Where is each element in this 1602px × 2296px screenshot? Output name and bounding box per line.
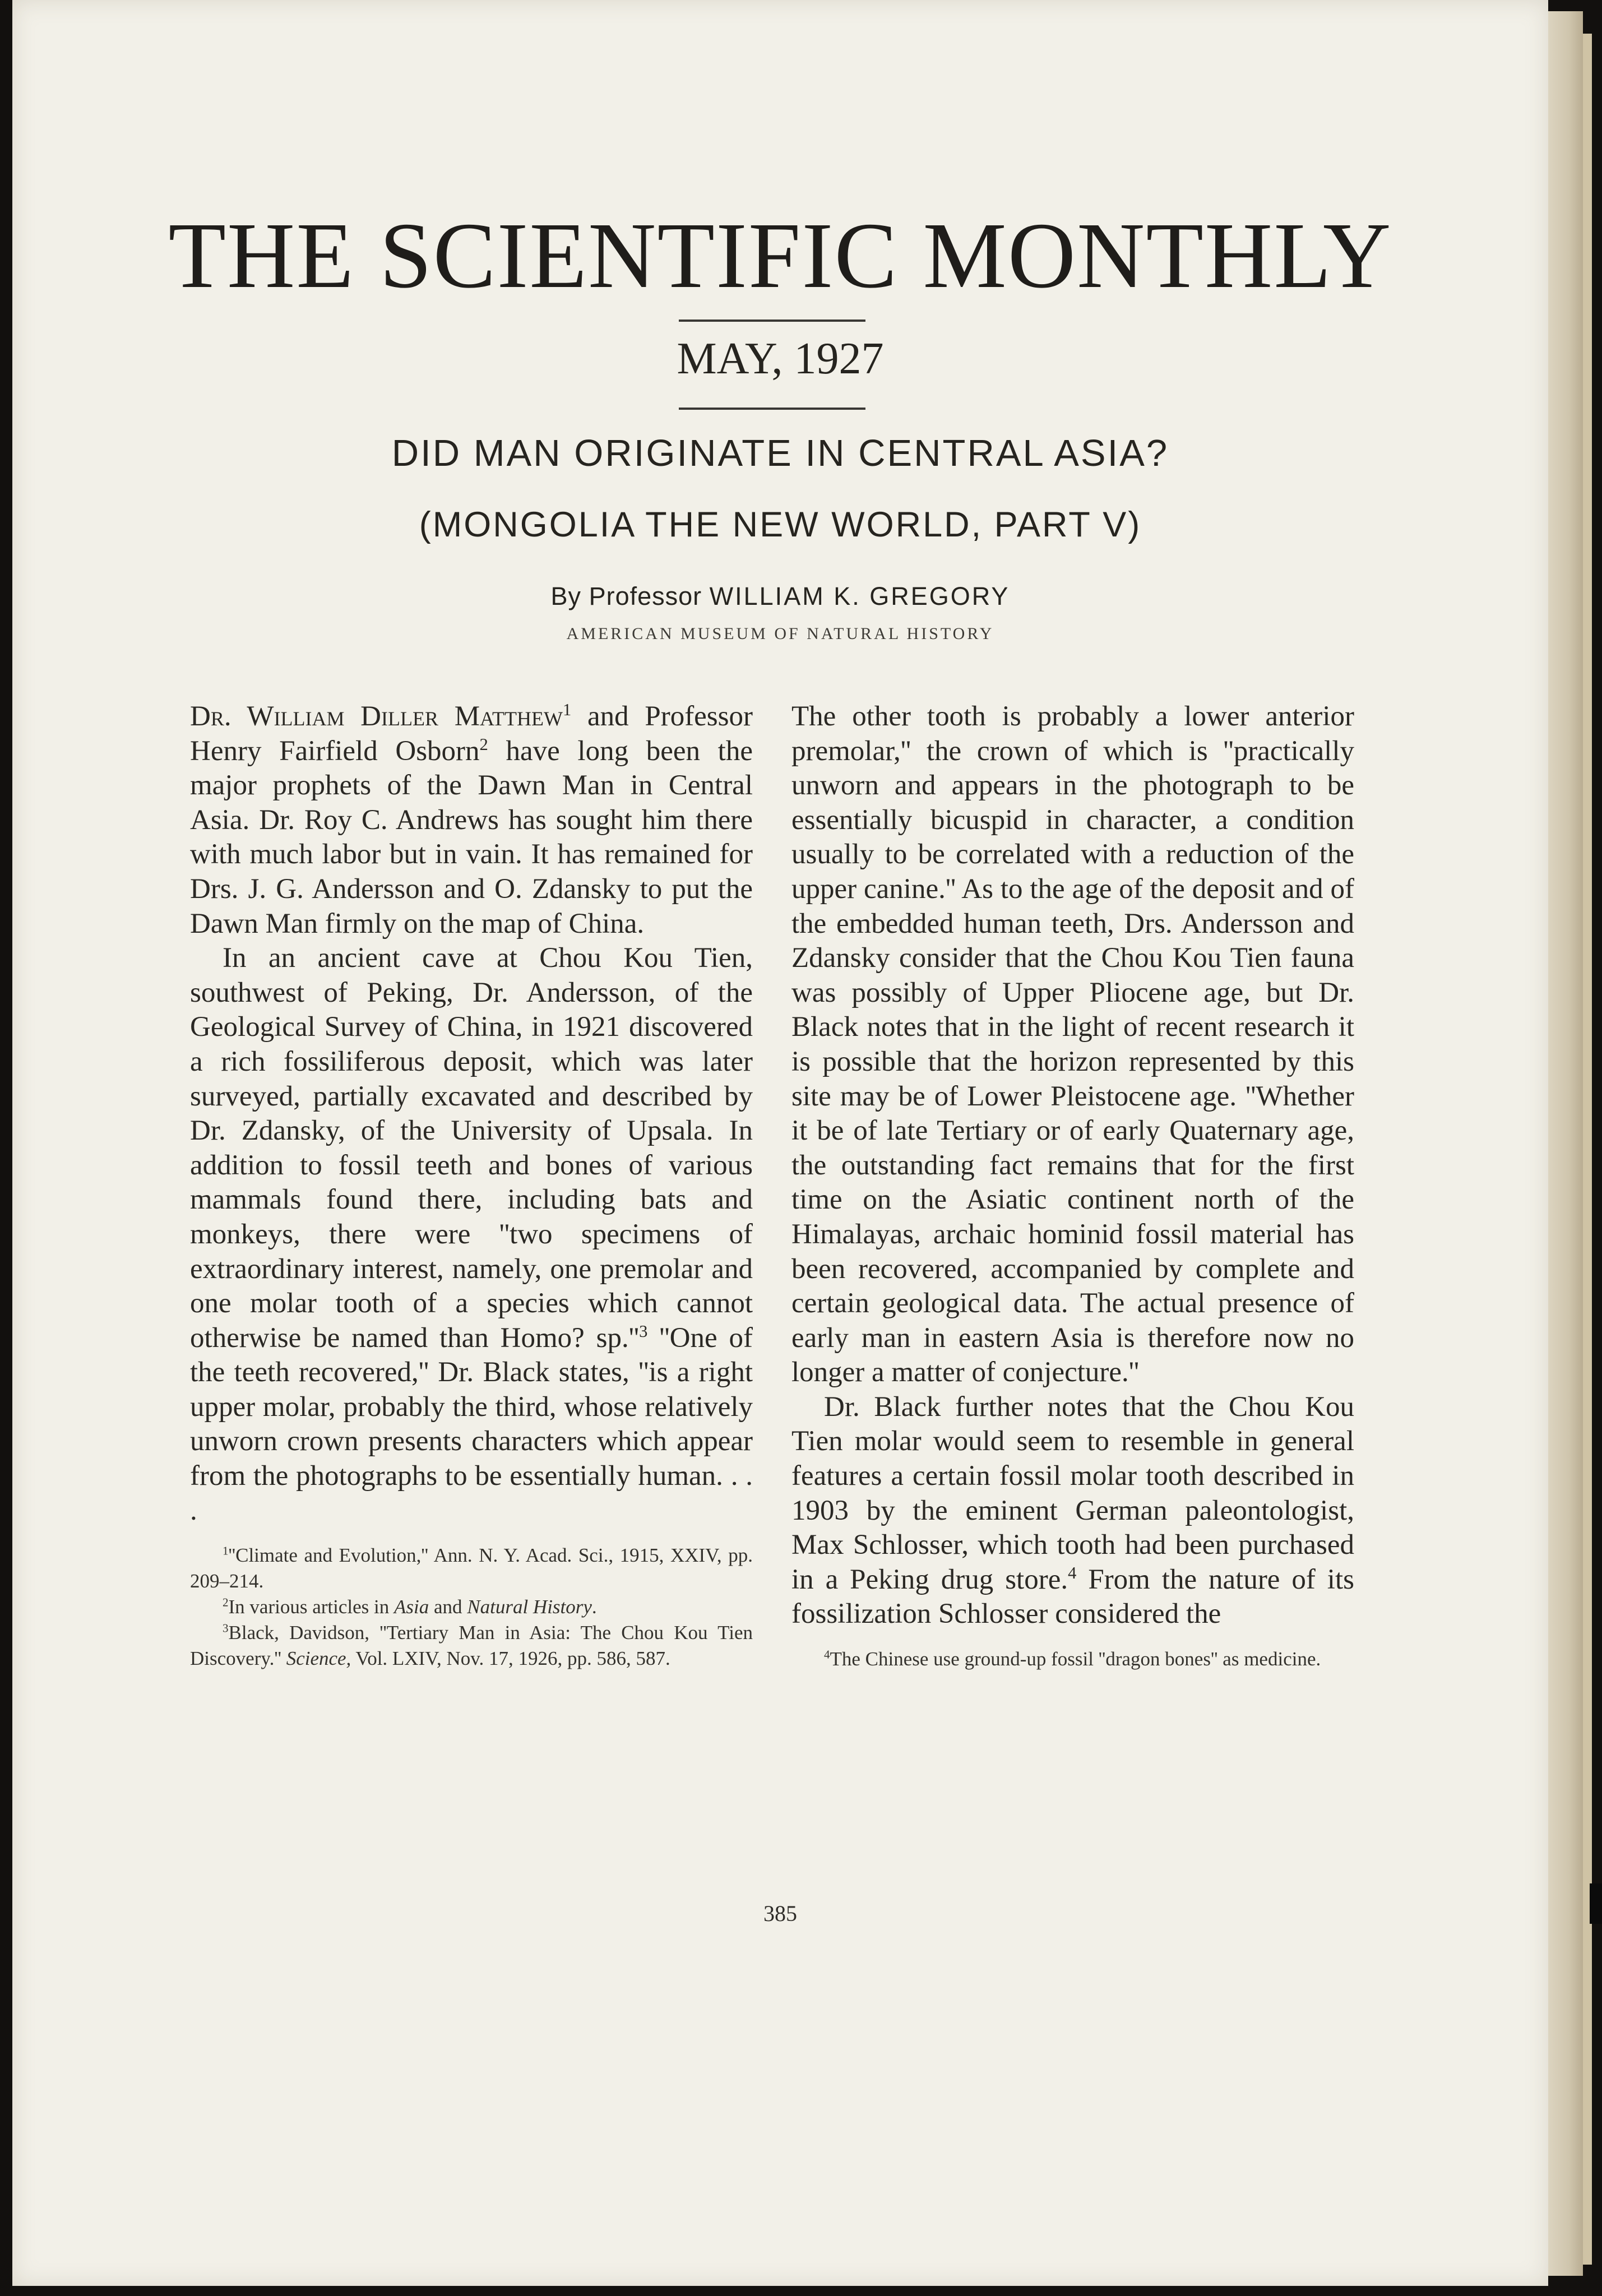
article-subtitle: (MONGOLIA THE NEW WORLD, PART V) <box>419 505 1142 544</box>
title-rule-bottom <box>679 408 865 410</box>
journal-page <box>12 0 1548 2286</box>
right-column-body <box>791 700 1354 1632</box>
binding-tab <box>1590 1883 1602 1924</box>
paragraph-text: Dr. Black further notes that the Chou Kou Tien molar would seem to resemble in general features a certain fossil molar tooth described in 1903 by the eminent German paleontologist, Max Schlosser, which tooth had been purchased in a Peking drug store. <box>791 1391 1354 1595</box>
footnote-number: 4 <box>824 1647 830 1661</box>
paragraph-text: have long been the major prophets of the Dawn Man in Central Asia. Dr. Roy C. Andrews has sought him there with much labor but in vain. It has remained for Drs. J. G. Andersson and O. Zdansky to put the Dawn Man firmly on the map of China. <box>190 735 753 939</box>
footnote <box>190 1594 753 1620</box>
footnote-text: . <box>591 1596 597 1618</box>
footnote-ref: 3 <box>639 1321 648 1341</box>
footnote <box>190 1620 753 1672</box>
right-column <box>791 700 1354 1672</box>
article-title: DID MAN ORIGINATE IN CENTRAL ASIA? <box>391 432 1169 474</box>
page-stack-edge <box>1583 34 1592 2265</box>
footnote-ref: 1 <box>563 700 572 719</box>
left-column <box>190 700 753 1672</box>
footnote-text: Vol. LXIV, Nov. 17, 1926, pp. 586, 587. <box>351 1647 670 1670</box>
paragraph-text: and Professor Henry Fairfield Osborn <box>190 701 753 767</box>
footnote <box>791 1646 1354 1672</box>
footnote-text: and <box>429 1596 467 1618</box>
footnote-number: 1 <box>223 1544 229 1558</box>
paragraph-text: From the nature of its fossilization Schlosser considered the <box>791 1563 1354 1630</box>
byline <box>12 582 1548 611</box>
paragraph <box>190 700 753 941</box>
footnote-text: The Chinese use ground-up fossil ''dragon bones'' as medicine. <box>830 1648 1321 1670</box>
paragraph-text: In an ancient cave at Chou Kou Tien, southwest of Peking, Dr. Andersson, of the Geological Survey of China, in 1921 discovered a rich fossiliferous deposit, which was later surveyed, partially excavated and described by Dr. Zdansky, of the University of Upsala. In addition to fossil teeth and bones of various mammals found there, including bats and monkeys, there were ''two specimens of extraordinary interest, namely, one premolar and one molar tooth of a species which cannot otherwise be named than Homo? sp.'' <box>190 942 753 1354</box>
author-name: WILLIAM K. GREGORY <box>709 582 1010 610</box>
paragraph <box>190 941 753 1528</box>
footnote-ref: 4 <box>1068 1563 1077 1582</box>
paragraph-text: ''One of the teeth recovered,'' Dr. Black states, ''is a right upper molar, probably the third, whose relatively unworn crown presents characters which appear from the photographs to be essentially human. . . . <box>190 1322 753 1526</box>
footnotes <box>190 1543 753 1672</box>
footnote-text: Black, Davidson, ''Tertiary Man in Asia: The Chou Kou Tien Discovery.'' <box>190 1622 753 1670</box>
italic-title: Science, <box>286 1647 351 1670</box>
footnote-number: 3 <box>223 1621 229 1635</box>
author-affiliation: AMERICAN MUSEUM OF NATURAL HISTORY <box>566 624 994 643</box>
title-rule-top <box>679 320 865 322</box>
footnote-text: In various articles in <box>228 1596 394 1618</box>
left-column-body <box>190 700 753 1528</box>
italic-title: Asia <box>393 1596 429 1618</box>
paragraph <box>791 1390 1354 1632</box>
issue-date: MAY, 1927 <box>677 334 884 383</box>
paragraph: The other tooth is probably a lower anterior premolar,'' the crown of which is ''practically unworn and appears in the photograph to be essentially bicuspid in character, a condition usually to be correlated with a reduction of the upper canine.'' As to the age of the deposit and of the embedded human teeth, Drs. Andersson and Zdansky consider that the Chou Kou Tien fauna was possibly of Upper Pliocene age, but Dr. Black notes that in the light of recent research it is possible that the horizon represented by this site may be of Lower Pleistocene age. ''Whether it be of late Tertiary or of early Quaternary age, the outstanding fact remains that for the first time on the Asiatic continent north of the Himalayas, archaic hominid fossil material has been recovered, accompanied by complete and certain geological data. The actual presence of early man in eastern Asia is therefore now no longer a matter of conjecture.'' <box>791 701 1354 1388</box>
footnote-text: ''Climate and Evolution,'' Ann. N. Y. Acad. Sci., 1915, XXIV, pp. 209–214. <box>190 1544 753 1593</box>
footnotes <box>791 1646 1354 1672</box>
footnote-number: 2 <box>223 1595 229 1609</box>
byline-prefix: By Professor <box>550 582 702 610</box>
italic-title: Natural History <box>467 1596 592 1618</box>
page-number: 385 <box>763 1901 797 1926</box>
footnote <box>190 1543 753 1594</box>
opening-name: Dr. William Diller Matthew <box>190 701 563 732</box>
next-page-edge <box>1548 11 1583 2276</box>
journal-title: THE SCIENTIFIC MONTHLY <box>168 203 1392 308</box>
footnote-ref: 2 <box>479 734 488 754</box>
